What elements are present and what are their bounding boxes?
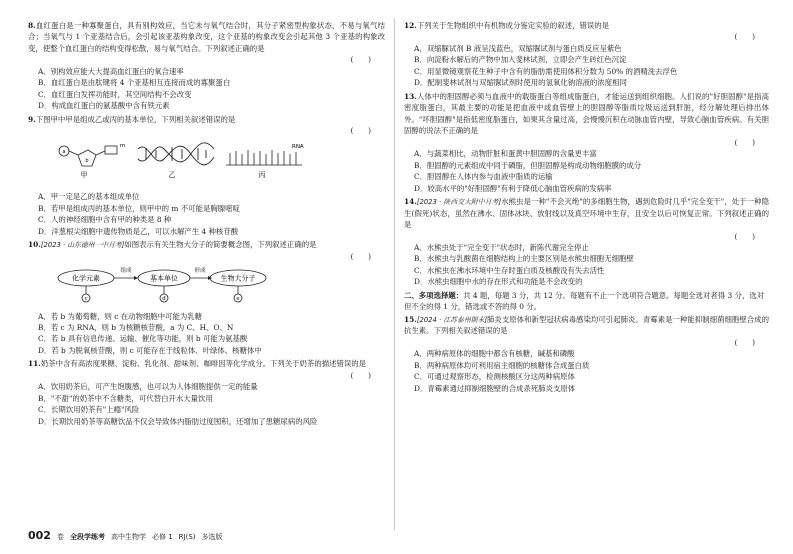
- option-b: B．水熊虫与乳酸菌在细胞结构上的主要区别是水熊虫细胞无细胞壁: [414, 254, 634, 264]
- question-text: 血红蛋白是一种寡聚蛋白，具有别构效应，当它未与氧气结合时，其分子紧密型构象状态，不易与氧气结合；当氧气与 1 个亚基结合后，会引起该亚基构象改变，这个亚基的构象改变会引起其他 3 个亚基的构象改变，使整个血红蛋白的结构变得松散，易与氧气结合。下列叙述正确的是: [28, 21, 385, 53]
- option-a: A．若 b 为葡萄糖，则 c 在动物细胞中可能为乳糖: [38, 311, 203, 321]
- question-12: [404, 20, 769, 89]
- label-bing: 丙: [258, 170, 266, 179]
- option-b: B．两种病原体均可利用宿主细胞的核糖体合成蛋白质: [414, 360, 590, 370]
- question-number: 10.: [28, 240, 41, 250]
- svg-text:基本单位: 基本单位: [150, 274, 178, 283]
- svg-text:生物大分子: 生物大分子: [220, 274, 256, 283]
- question-text: 水熊虫是一种"不会灭绝"的多细胞生物，遇到危险时几乎"完全变干"，处于一种隐生(假死)状态，虽然在沸水、固体冰块、放射线以及真空环境中生存，且安全以后可恢复正常。下列叙述正确的是: [404, 197, 769, 230]
- footer-edition: RJ(S): [178, 533, 196, 541]
- option-a: A．两种病原体的细胞中都含有核糖，碱基和磷酸: [414, 349, 575, 359]
- label-jia: 甲: [80, 170, 88, 179]
- question-11: [28, 358, 385, 427]
- option-b: B．若 c 为 RNA，则 b 为核糖核苷酸，a 为 C、H、O、N: [38, 322, 234, 332]
- option-a: A．水熊虫处于"完全变干"状态时，新陈代谢完全停止: [414, 242, 589, 252]
- question-15-stem: [404, 314, 769, 337]
- option-b: B．若甲是组成丙的基本单位，则甲中的 m 不可能是胸腺嘧啶: [38, 203, 240, 213]
- question-source: [2023 · 山东德州一中月考]: [40, 241, 125, 250]
- answer-parenthesis: ( ): [734, 337, 755, 347]
- svg-text:e: e: [236, 296, 240, 303]
- option-d: D．长期饮用奶茶等高糖饮品不仅会导致体内脂肪过度囤积，还增加了患糖尿病的风险: [38, 416, 318, 426]
- svg-text:形成: 形成: [194, 268, 206, 275]
- nucleotide-diagram: [59, 143, 125, 179]
- option-d: D．水熊虫细胞中水的存在形式和功能是不会改变的: [414, 277, 583, 287]
- option-d: D．配制斐林试剂与双缩脲试剂时使用的氢氧化钠溶液的浓度相同: [414, 78, 627, 88]
- dna-double-helix: [138, 142, 214, 164]
- question-text: 奶茶中含有高浓度果糖、淀粉、乳化剂、甜味剂、咖啡因等化学成分。下列关于奶茶的描述错误的是: [40, 359, 367, 369]
- left-column: [28, 20, 385, 429]
- section-heading: [404, 290, 769, 313]
- question-11-stem: [28, 358, 385, 369]
- question-9-stem: [28, 114, 385, 125]
- nucleotide-figure: [50, 139, 310, 185]
- answer-parenthesis: ( ): [350, 126, 371, 136]
- svg-text:组成: 组成: [120, 268, 132, 275]
- question-number: 13.: [404, 91, 417, 101]
- option-c: C．人的神经细胞中含有甲的种类是 8 种: [38, 215, 172, 225]
- svg-text:d: d: [162, 296, 166, 303]
- question-source: [2023 · 陕西交大附中月考]: [416, 198, 502, 207]
- question-source: [2024 · 江苏泰州期末]: [416, 315, 487, 324]
- option-c: C．用显微镜观察花生种子中含有的脂肪需使用体积分数为 50% 的酒精洗去浮色: [414, 66, 678, 76]
- question-text: 下列关于生物组织中有机物成分鉴定实验的叙述，错误的是: [416, 21, 610, 30]
- option-c: C．若 b 具有信息传递、运输、催化等功能，则 b 可能为氨基酸: [38, 334, 248, 344]
- question-text: 肺炎支原体和新型冠状病毒感染均可引起肺炎。青霉素是一种能抑制细菌细胞壁合成的抗生素。下列相关叙述错误的是: [404, 314, 769, 336]
- answer-parenthesis: ( ): [734, 137, 755, 147]
- label-rna: RNA: [292, 143, 304, 150]
- concept-map: [58, 266, 266, 302]
- option-d: D．若 b 为脱氧核苷酸，则 c 可能存在于线粒体、叶绿体、核糖体中: [38, 345, 262, 355]
- svg-text:c: c: [84, 296, 88, 303]
- option-a: A．甲一定是乙的基本组成单位: [38, 192, 140, 202]
- option-a: A．与蔬菜相比，动物肝脏和蛋黄中胆固醇的含量更丰富: [414, 149, 597, 159]
- footer-subject: 高中生物学: [110, 533, 146, 541]
- footer-book-name: 全段学练考: [69, 533, 105, 541]
- svg-text:b: b: [85, 157, 89, 164]
- option-b: B．血红蛋白是由肽键将 4 个亚基相互连接而成的寡聚蛋白: [38, 78, 231, 88]
- question-14-stem: [404, 196, 769, 230]
- page-number: 002: [28, 529, 51, 542]
- question-number: 9.: [28, 114, 36, 124]
- svg-text:m: m: [120, 142, 126, 149]
- svg-text:化学元素: 化学元素: [72, 274, 100, 283]
- question-10-stem: [28, 239, 385, 251]
- section-title: 二、多项选择题：: [404, 290, 464, 300]
- option-c: C．血红蛋白发挥功能时，其空间结构不会改变: [38, 89, 192, 99]
- option-c: C．长期饮用奶茶有"上瘾"风险: [38, 405, 140, 415]
- question-8-stem: [28, 20, 385, 54]
- question-text: 人体中的胆固醇必须与血液中的载脂蛋白等组成脂蛋白，才能运送到组织细胞。人们说的"好胆固醇"是指高密度脂蛋白，其最主要的功能是把血液中或血管壁上的胆固醇等脂质垃圾运送到肝脏，经分解处理后排出体外。"坏胆固醇"是指低密度脂蛋白，如果其含量过高，会慢慢沉积在动脉血管内壁，导致心脑血管疾病。有关胆固醇的说法不正确的是: [404, 91, 769, 136]
- question-text: 下图甲中甲是组成乙或丙的基本单位，下列相关叙述错误的是: [35, 114, 236, 124]
- answer-parenthesis: ( ): [734, 231, 755, 241]
- column-divider: [394, 18, 395, 530]
- footer-series: 卷: [56, 533, 64, 541]
- question-number: 15.: [404, 314, 417, 324]
- option-a: A．双缩脲试剂 B 液呈浅蓝色，双缩脲试剂与蛋白质反应呈紫色: [414, 43, 622, 53]
- option-b: B．胆固醇的元素组成中同于磷脂，但胆固醇是构成动物细胞膜的成分: [414, 160, 642, 170]
- question-13-stem: [404, 91, 769, 137]
- footer-volume: 必修 1: [151, 533, 173, 541]
- footer-type: 多选版: [201, 533, 223, 541]
- option-d: D．构成血红蛋白的氨基酸中含有铁元素: [38, 101, 170, 111]
- question-number: 12.: [404, 21, 417, 30]
- option-b: B．"不甜"的奶茶中不含糖类，可代替白开水大量饮用: [38, 393, 213, 403]
- question-8: [28, 20, 385, 112]
- option-b: B．向淀粉水解后的产物中加入斐林试剂，立即会产生砖红色沉淀: [414, 55, 627, 65]
- question-12-stem: [404, 20, 769, 31]
- question-text: 如图表示有关生物大分子的简要概念图，下列叙述正确的是: [124, 240, 317, 250]
- label-yi: 乙: [168, 170, 176, 179]
- option-d: D．洋葱根尖细胞中遗传物质是乙，可以水解产生 4 种核苷酸: [38, 226, 239, 236]
- question-14: [404, 196, 769, 288]
- option-c: C．胆固醇在人体内参与血液中脂质的运输: [414, 172, 553, 182]
- answer-parenthesis: ( ): [350, 55, 371, 65]
- option-d: D．较高水平的"好胆固醇"有利于降低心脑血管疾病的发病率: [414, 183, 612, 193]
- rna-strand: [226, 150, 302, 165]
- svg-text:a: a: [62, 148, 66, 155]
- question-13: [404, 91, 769, 194]
- answer-parenthesis: ( ): [350, 251, 371, 261]
- question-number: 8.: [28, 21, 36, 30]
- question-number: 11.: [28, 359, 41, 369]
- option-c: C．水熊虫在沸水环境中生存时蛋白质及核酸没有失去活性: [414, 265, 605, 275]
- option-c: C．可通过观察形态，检测核酸区分这两种病原体: [414, 372, 575, 382]
- question-10: [28, 239, 385, 356]
- option-d: D．青霉素通过抑制细胞壁的合成杀死肺炎支原体: [414, 383, 576, 393]
- answer-parenthesis: ( ): [734, 32, 755, 42]
- section-description: 共 4 题，每题 3 分，共 12 分。每题有不止一个选项符合题意。每题全选对者得 3 分，选对但不全的得 1 分，错选或不答的得 0 分。: [404, 290, 765, 312]
- question-15: [404, 314, 769, 394]
- question-number: 14.: [404, 197, 417, 207]
- question-9: [28, 114, 385, 237]
- concept-map-figure: [50, 264, 270, 304]
- option-a: A．别构效应能大大提高血红蛋白的氧合速率: [38, 66, 184, 76]
- right-column: [404, 20, 769, 396]
- answer-parenthesis: ( ): [350, 370, 371, 380]
- page-footer: [28, 527, 768, 544]
- option-a: A．饮用奶茶后，可产生饱腹感，也可以为人体细胞提供一定的能量: [38, 382, 258, 392]
